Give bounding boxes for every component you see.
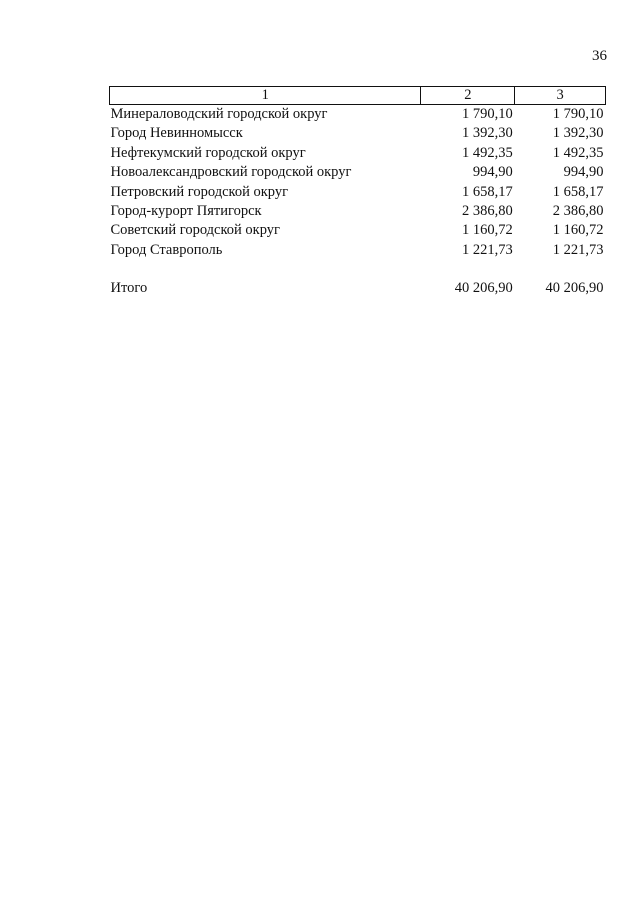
table-row — [110, 221, 606, 240]
header-col-3: 3 — [515, 87, 606, 105]
row-col-3: 994,90 — [563, 164, 604, 181]
row-name: Петровский городской округ — [110, 183, 289, 200]
row-col-2: 1 492,35 — [461, 144, 513, 161]
page-number: 36 — [592, 48, 607, 64]
table-row — [110, 241, 606, 260]
row-col-3: 1 392,30 — [552, 125, 604, 142]
table-row — [110, 144, 606, 163]
total-label: Итого — [110, 280, 148, 297]
row-col-3: 2 386,80 — [552, 203, 604, 220]
row-name: Город-курорт Пятигорск — [110, 203, 262, 220]
row-name: Минераловодский городской округ — [110, 106, 328, 122]
row-col-2: 994,90 — [472, 164, 513, 181]
row-col-2: 2 386,80 — [461, 203, 513, 220]
row-name: Советский городской округ — [110, 222, 280, 239]
row-name: Город Невинномысск — [110, 125, 243, 142]
table-header — [110, 87, 606, 105]
table-row — [110, 163, 606, 182]
row-col-2: 1 658,17 — [461, 183, 513, 200]
total-col-2: 40 206,90 — [454, 280, 513, 297]
total-col-3: 40 206,90 — [545, 280, 604, 297]
row-col-2: 1 392,30 — [461, 125, 513, 142]
row-col-2: 1 160,72 — [461, 222, 513, 239]
row-col-3: 1 221,73 — [552, 241, 604, 258]
spacer-row — [110, 260, 606, 279]
row-name: Новоалександровский городской округ — [110, 164, 352, 181]
row-name: Город Ставрополь — [110, 241, 223, 258]
spacer-cell — [110, 260, 606, 279]
table-row — [110, 124, 606, 143]
row-name: Нефтекумский городской округ — [110, 144, 306, 161]
header-row — [110, 87, 606, 105]
header-col-2: 2 — [421, 87, 515, 105]
table-row — [110, 105, 606, 125]
row-col-3: 1 492,35 — [552, 144, 604, 161]
budget-table — [109, 86, 606, 299]
row-col-2: 1 790,10 — [461, 106, 513, 122]
row-col-3: 1 160,72 — [552, 222, 604, 239]
total-row — [110, 279, 606, 298]
row-col-3: 1 658,17 — [552, 183, 604, 200]
row-col-2: 1 221,73 — [461, 241, 513, 258]
table-body — [110, 105, 606, 299]
table-row — [110, 183, 606, 202]
table-row — [110, 202, 606, 221]
header-col-1: 1 — [110, 87, 421, 105]
row-col-3: 1 790,10 — [552, 106, 604, 122]
